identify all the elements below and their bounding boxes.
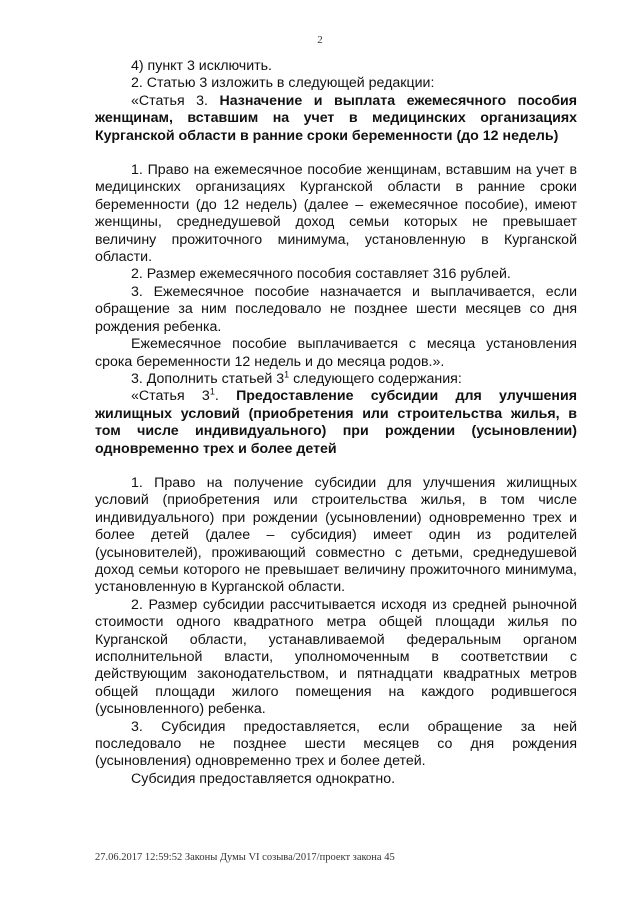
article-3-paragraph-4: Ежемесячное пособие выплачивается с месяца установления срока беременности 12 недель и до месяца родов.». [95, 336, 577, 370]
point-3-text-b: следующего содержания: [289, 370, 462, 387]
article-3-paragraph-1: 1. Право на ежемесячное пособие женщинам, вставшим на учет в медицинских организациях Курганской области в ранние сроки беременности (до 12 недель) (далее – ежемесячное пособие), имеют женщины, среднедушевой доход семьи которых не превышает величину прожиточного минимума, установленную в Курганской области. [95, 162, 577, 266]
point-2: 2. Статью 3 изложить в следующей редакции: [131, 75, 435, 92]
article-3-title: Назначение и выплата ежемесячного пособия женщинам, вставшим на учет в медицинских организациях Курганской области в ранние сроки беременности (до 12 недель) [95, 92, 577, 144]
article-3-paragraph-3: 3. Ежемесячное пособие назначается и выплачивается, если обращение за ним последовало не позднее шести месяцев со дня рождения ребенка. [95, 283, 577, 335]
article-3-prefix: «Статья 3. [131, 92, 220, 109]
page-number: 2 [317, 34, 323, 46]
article-3-1-prefix-a: «Статья 3 [131, 388, 210, 405]
article-3-1-paragraph-3: 3. Субсидия предоставляется, если обращение за ней последовало не позднее шести месяцев со дня рождения (усыновления) одновременно трех и более детей. [95, 718, 577, 770]
point-3-superscript: 1 [284, 369, 290, 380]
article-3-1-title: Предоставление субсидии для улучшения жилищных условий (приобретения или строительства жилья, в том числе индивидуального) при рождении (усыновлении) одновременно трех и более детей [95, 388, 577, 457]
article-3-1-prefix-b: . [214, 388, 237, 405]
point-3 [95, 371, 577, 388]
article-3-1-paragraph-4: Субсидия предоставляется однократно. [131, 770, 396, 787]
document-body [95, 58, 577, 788]
article-3-1-paragraph-2: 2. Размер субсидии рассчитывается исходя из средней рыночной стоимости одного квадратного метра общей площади жилья по Курганской области, устанавливаемой федеральным органом исполнительной власти, уполномоченным в соответствии с действующим законодательством, и пятнадцати квадратных метров общей площади жилого помещения на каждого родившегося (усыновленного) ребенка. [95, 596, 577, 718]
article-3-1-heading [95, 388, 577, 458]
article-3-heading [95, 93, 577, 145]
footer-stamp: 27.06.2017 12:59:52 Законы Думы VI созыва/2017/проект закона 45 [95, 852, 395, 863]
article-3-paragraph-2: 2. Размер ежемесячного пособия составляет 316 рублей. [131, 266, 511, 283]
article-3-1-superscript: 1 [209, 386, 215, 397]
item-4: 4) пункт 3 исключить. [131, 58, 272, 74]
article-3-1-paragraph-1: 1. Право на получение субсидии для улучшения жилищных условий (приобретения или строительства жилья, в том числе индивидуального) при рождении (усыновлении) одновременно трех и более детей (далее – субсидия) имеет один из родителей (усыновителей), проживающий совместно с детьми, среднедушевой доход семьи которого не превышает величину прожиточного минимума, установленную в Курганской области. [95, 474, 577, 596]
point-3-text-a: 3. Дополнить статьей 3 [131, 370, 285, 387]
